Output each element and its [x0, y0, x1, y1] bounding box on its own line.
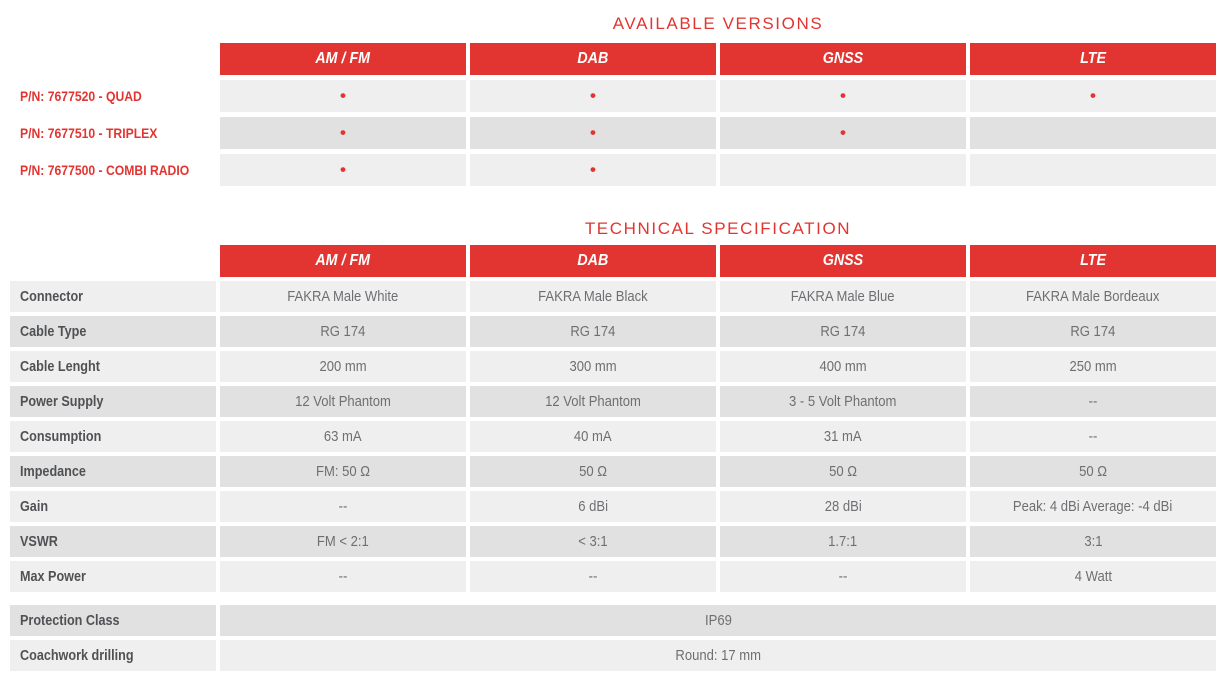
availability-dot-cell [470, 154, 716, 186]
spec-value-cell [220, 526, 466, 557]
spec-row-label-gain [10, 491, 216, 522]
bullet-icon: • [340, 160, 346, 179]
bullet-icon: • [340, 123, 346, 142]
cell-value: 4 Watt [1074, 568, 1112, 585]
availability-dot-cell [970, 117, 1216, 149]
spec-value-cell [970, 456, 1216, 487]
spec-value-cell [970, 281, 1216, 312]
spec-value-cell [470, 281, 716, 312]
cell-value: RG 174 [320, 323, 366, 340]
spec-row-label-coachwork-drilling [10, 640, 216, 671]
spec-merged-value-cell [220, 640, 1216, 671]
spec-value-cell [720, 281, 966, 312]
section-gap [10, 596, 1216, 601]
row-label: Cable Lenght [20, 358, 100, 375]
column-header-label: AM / FM [315, 252, 371, 269]
cell-value: 200 mm [319, 358, 367, 375]
part-number-label: P/N: 7677520 - QUAD [20, 88, 142, 104]
availability-dot-cell [220, 154, 466, 186]
row-label: VSWR [20, 533, 58, 550]
bullet-icon: • [590, 160, 596, 179]
spec-value-cell [970, 491, 1216, 522]
spec-header-spacer [10, 245, 216, 277]
cell-value: -- [588, 568, 598, 585]
versions-row-label-triplex [10, 117, 216, 149]
column-header-label: GNSS [822, 50, 864, 67]
spec-value-cell [220, 281, 466, 312]
spec-row-label-impedance [10, 456, 216, 487]
spec-value-cell [970, 316, 1216, 347]
spec-table-title: TECHNICAL SPECIFICATION [584, 219, 852, 238]
cell-value: -- [838, 568, 848, 585]
cell-value: FAKRA Male Bordeaux [1026, 288, 1160, 305]
cell-value: -- [338, 568, 348, 585]
cell-value: RG 174 [570, 323, 616, 340]
availability-dot-cell [470, 117, 716, 149]
bullet-icon: • [590, 123, 596, 142]
cell-value: -- [338, 498, 348, 515]
spec-value-cell [470, 561, 716, 592]
cell-value: Round: 17 mm [675, 647, 761, 664]
spec-value-cell [470, 386, 716, 417]
spec-value-cell [470, 456, 716, 487]
availability-dot-cell [720, 80, 966, 112]
cell-value: < 3:1 [578, 533, 608, 550]
spec-row-label-power-supply [10, 386, 216, 417]
cell-value: 3 - 5 Volt Phantom [789, 393, 897, 410]
spec-value-cell [970, 351, 1216, 382]
spec-value-cell [470, 526, 716, 557]
spec-header-amfm [220, 245, 466, 277]
cell-value: FAKRA Male White [287, 288, 399, 305]
spec-value-cell [220, 316, 466, 347]
part-number-label: P/N: 7677510 - TRIPLEX [20, 125, 158, 141]
column-header-label: DAB [577, 50, 609, 67]
versions-table [10, 43, 1223, 186]
cell-value: 28 dBi [824, 498, 862, 515]
spec-value-cell [220, 351, 466, 382]
row-label: Impedance [20, 463, 86, 480]
cell-value: 3:1 [1083, 533, 1103, 550]
row-label: Gain [20, 498, 49, 515]
spec-header-dab [470, 245, 716, 277]
cell-value: 12 Volt Phantom [545, 393, 641, 410]
cell-value: FAKRA Male Black [538, 288, 648, 305]
versions-row-label-quad [10, 80, 216, 112]
cell-value: 250 mm [1069, 358, 1117, 375]
row-label: Max Power [20, 568, 86, 585]
spec-value-cell [220, 491, 466, 522]
cell-value: 300 mm [569, 358, 617, 375]
cell-value: IP69 [704, 612, 732, 629]
spec-value-cell [720, 491, 966, 522]
row-label: Consumption [20, 428, 102, 445]
availability-dot-cell [720, 154, 966, 186]
row-label: Coachwork drilling [20, 647, 134, 664]
cell-value: 40 mA [574, 428, 612, 445]
column-header-label: DAB [577, 252, 609, 269]
spec-header-lte [970, 245, 1216, 277]
bullet-icon: • [340, 86, 346, 105]
part-number-label: P/N: 7677500 - COMBI RADIO [20, 162, 190, 178]
cell-value: 6 dBi [578, 498, 608, 515]
spec-value-cell [720, 316, 966, 347]
spec-value-cell [970, 561, 1216, 592]
cell-value: -- [1088, 393, 1098, 410]
cell-value: 400 mm [819, 358, 867, 375]
cell-value: 12 Volt Phantom [295, 393, 391, 410]
spec-value-cell [720, 386, 966, 417]
spec-value-cell [720, 526, 966, 557]
spec-merged-value-cell [220, 605, 1216, 636]
row-label: Connector [20, 288, 84, 305]
spec-row-label-connector [10, 281, 216, 312]
cell-value: 50 Ω [829, 463, 857, 480]
availability-dot-cell [970, 154, 1216, 186]
versions-header-lte [970, 43, 1216, 75]
cell-value: 31 mA [824, 428, 862, 445]
spec-value-cell [720, 421, 966, 452]
spec-row-label-protection-class [10, 605, 216, 636]
cell-value: Peak: 4 dBi Average: -4 dBi [1013, 498, 1173, 515]
spec-row-label-consumption [10, 421, 216, 452]
bullet-icon: • [590, 86, 596, 105]
spec-header-gnss [720, 245, 966, 277]
versions-header-gnss [720, 43, 966, 75]
spec-value-cell [470, 316, 716, 347]
spec-value-cell [470, 421, 716, 452]
cell-value: -- [1088, 428, 1098, 445]
spec-value-cell [970, 421, 1216, 452]
versions-table-title: AVAILABLE VERSIONS [612, 14, 824, 33]
bullet-icon: • [840, 123, 846, 142]
cell-value: 1.7:1 [828, 533, 858, 550]
availability-dot-cell [220, 117, 466, 149]
row-label: Cable Type [20, 323, 87, 340]
column-header-label: GNSS [822, 252, 864, 269]
spec-value-cell [220, 561, 466, 592]
availability-dot-cell [720, 117, 966, 149]
spec-value-cell [220, 421, 466, 452]
spec-value-cell [470, 351, 716, 382]
cell-value: 50 Ω [579, 463, 607, 480]
cell-value: RG 174 [1070, 323, 1116, 340]
spec-value-cell [970, 386, 1216, 417]
spec-row-label-cable-type [10, 316, 216, 347]
cell-value: FAKRA Male Blue [791, 288, 895, 305]
availability-dot-cell [220, 80, 466, 112]
versions-row-label-combi-radio [10, 154, 216, 186]
versions-header-dab [470, 43, 716, 75]
spec-row-label-vswr [10, 526, 216, 557]
bullet-icon: • [1090, 86, 1096, 105]
bullet-icon: • [840, 86, 846, 105]
cell-value: FM < 2:1 [317, 533, 369, 550]
spec-value-cell [470, 491, 716, 522]
cell-value: 50 Ω [1079, 463, 1107, 480]
spec-table [10, 245, 1223, 671]
row-label: Power Supply [20, 393, 104, 410]
column-header-label: LTE [1080, 252, 1106, 269]
availability-dot-cell [470, 80, 716, 112]
cell-value: 63 mA [324, 428, 362, 445]
cell-value: RG 174 [820, 323, 866, 340]
spec-row-label-cable-lenght [10, 351, 216, 382]
spec-row-label-max-power [10, 561, 216, 592]
spec-value-cell [720, 351, 966, 382]
spec-value-cell [970, 526, 1216, 557]
row-label: Protection Class [20, 612, 120, 629]
column-header-label: LTE [1080, 50, 1106, 67]
spec-value-cell [720, 456, 966, 487]
versions-header-spacer [10, 43, 216, 75]
spec-value-cell [220, 386, 466, 417]
column-header-label: AM / FM [315, 50, 371, 67]
cell-value: FM: 50 Ω [316, 463, 370, 480]
versions-header-amfm [220, 43, 466, 75]
spec-value-cell [720, 561, 966, 592]
spec-value-cell [220, 456, 466, 487]
availability-dot-cell [970, 80, 1216, 112]
